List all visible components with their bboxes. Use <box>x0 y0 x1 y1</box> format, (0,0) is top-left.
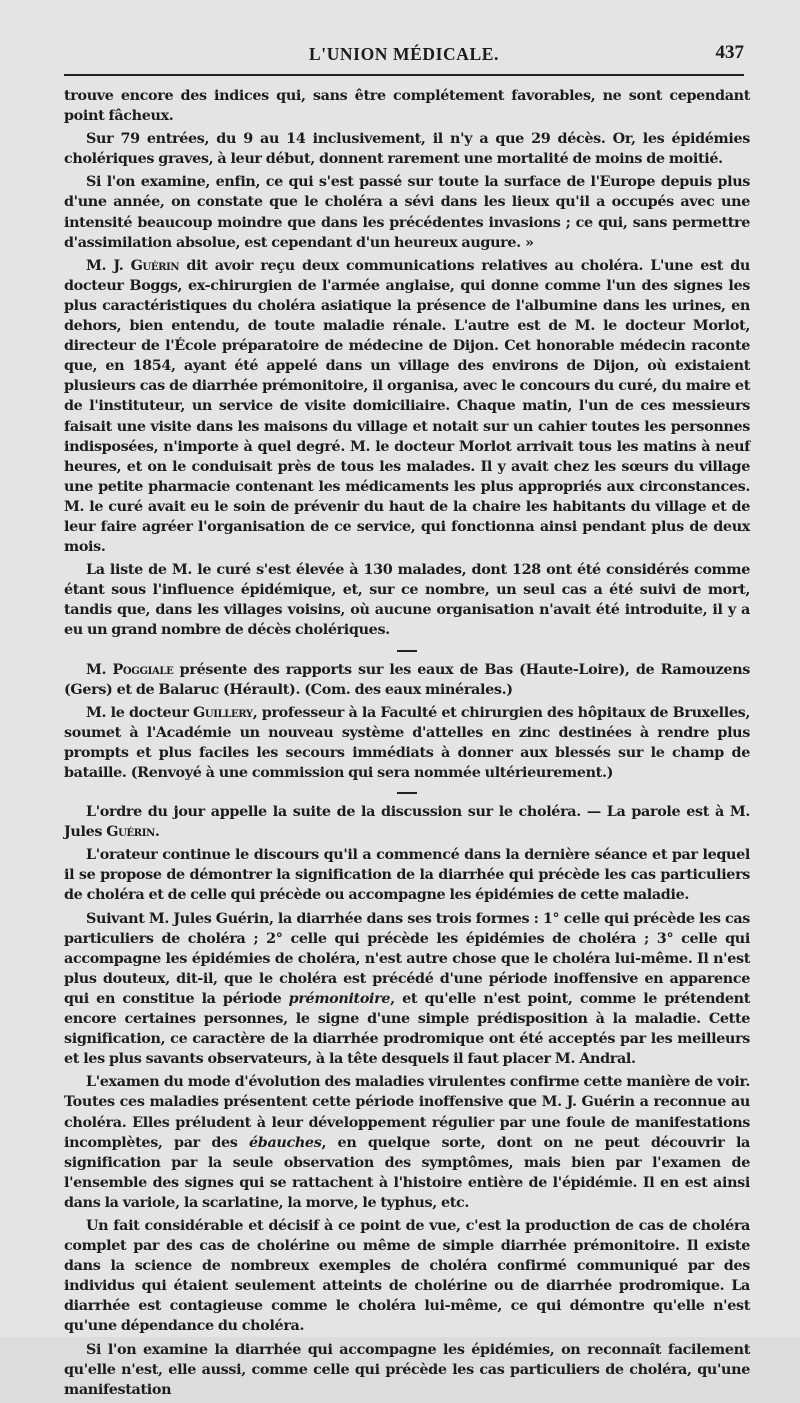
paragraph-text: L'examen du mode d'évolution des maladies virulentes confirme cette manière de voir. Toutes ces maladies présentent cette période inoffensive que M. J. Guérin a reconnue au choléra. Elles préludent à leur développement régulier par une foule de manifestations incomplètes, par des <box>64 1074 750 1151</box>
italic-term: ébauches <box>248 1134 322 1151</box>
section-separator <box>64 644 750 658</box>
page-header <box>64 40 744 76</box>
paragraph-virulent-diseases <box>64 1072 750 1213</box>
paragraph-orator: L'orateur continue le discours qu'il a commencé dans la dernière séance et par lequel il se propose de démontrer la signification de la diarrhée qui précède les cas particuliers de choléra et de celle qui précède ou accompagne les épidémies de cette maladie. <box>64 847 750 904</box>
speaker-name: Guillery <box>193 704 253 721</box>
paragraph-order-of-day <box>64 802 750 842</box>
paragraph-epidemic-diarrhea: Si l'on examine la diarrhée qui accompagne les épidémies, on reconnaît facilement qu'elle n'est, elle aussi, comme celle qui précède les cas particuliers de choléra, qu'une manifestation <box>64 1341 750 1398</box>
page-number: 437 <box>715 42 744 63</box>
paragraph-text: présente des rapports sur les eaux de Bas (Haute-Loire), de Ramouzens (Gers) et de Balaruc (Hérault). (Com. des eaux minérales.) <box>64 661 750 698</box>
paragraph-text: dit avoir reçu deux communications relatives au choléra. L'une est du docteur Boggs, ex-chirurgien de l'armée anglaise, qui donne comme l'un des signes les plus caractéristiques du choléra asiatique la présence de l'albumine dans les urines, en dehors, bien entendu, de toute maladie rénale. L'autre est de M. le docteur Morlot, directeur de l'École préparatoire de médecine de Dijon. Cet honorable médecin raconte que, en 1854, ayant été appelé dans un village des environs de Dijon, où existaient plusieurs cas de diarrhée prémonitoire, il organisa, avec le concours du curé, du maire et de l'instituteur, un service de visite domiciliaire. Chaque matin, l'un de ces messieurs faisait une visite dans les maisons du village et notait sur un cahier toutes les personnes indisposées, n'importe à quel degré. M. le docteur Morlot arrivait tous les matins à neuf heures, et on le conduisait près de tous les malades. Il y avait chez les sœurs du village une petite pharmacie contenant les médicaments les plus appropriés aux circonstances. M. le curé avait eu le soin de prévenir du haut de la chaire les habitants du village et de leur faire agréer l'organisation de ce service, qui fonctionna ainsi pendant plus de deux mois. <box>64 257 751 556</box>
paragraph-text: Suivant M. Jules Guérin, la diarrhée dans ses trois formes : 1° celle qui précède les cas particuliers de choléra ; 2° celle qui précède les épidémies de choléra ; 3° celle qui accompagne les épidémies de choléra, n'est autre chose que le choléra lui-même. Il n'est plus douteux, dit-il, que le choléra est précédé d'une période inoffensive en apparence qui en constitue la période <box>64 910 750 1007</box>
paragraph-text: L'ordre du jour appelle la suite de la discussion sur le choléra. — La parole est à M. Jules <box>64 804 750 841</box>
section-separator <box>64 786 750 800</box>
paragraph-guillery <box>64 703 750 783</box>
paragraph-cure-list: La liste de M. le curé s'est élevée à 130 malades, dont 128 ont été considérés comme étant sous l'influence épidémique, et, sur ce nombre, un seul cas a été suivi de mort, tandis que, dans les villages voisins, où aucune organisation n'avait été introduite, il y a eu un grand nombre de décès cholériques. <box>64 562 750 639</box>
paragraph-poggiale <box>64 660 750 700</box>
paragraph-decisive-fact: Un fait considérable et décisif à ce point de vue, c'est la production de cas de choléra complet par des cas de cholérine ou même de simple diarrhée prémonitoire. Il existe dans la science de nombreux exemples de choléra confirmé communiqué par des individus qui étaient seulement atteints de cholérine ou de diarrhée prodromique. La diarrhée est contagieuse comme le choléra lui-même, ce qui démontre qu'elle n'est qu'une dépendance du choléra. <box>64 1217 750 1335</box>
paragraph-mortality: Sur 79 entrées, du 9 au 14 inclusivement, il n'y a que 29 décès. Or, les épidémies cholériques graves, à leur début, donnent rarement une mortalité de moins de moitié. <box>64 131 750 168</box>
paragraph-continuation: trouve encore des indices qui, sans être complétement favorables, ne sont cependant point fâcheux. <box>64 88 750 125</box>
paragraph-end: . <box>154 824 160 841</box>
speaker-name: M. Poggiale <box>86 661 174 678</box>
paragraph-text: , professeur à la Faculté et chirurgien des hôpitaux de Bruxelles, soumet à l'Académie un nouveau système d'attelles en zinc destinées à rendre plus prompts et plus faciles les secours immédiats à donner aux blessés sur le champ de bataille. (Renvoyé à une commission qui sera nommée ultérieurement.) <box>64 704 750 781</box>
paragraph-prefix: M. le docteur <box>86 704 194 721</box>
article-body <box>64 86 750 1403</box>
running-title: L'UNION MÉDICALE. <box>308 44 500 64</box>
paragraph-text: , en quelque sorte, dont on ne peut découvrir la signification par la seule observation des symptômes, mais bien par l'examen de l'ensemble des signes qui se rattachent à l'histoire entière de l'épidémie. Il en est ainsi dans la variole, la scarlatine, la morve, le typhus, etc. <box>64 1134 750 1211</box>
speaker-name: Guérin <box>106 824 155 841</box>
speaker-name: M. J. Guérin <box>86 257 180 274</box>
paragraph-europe: Si l'on examine, enfin, ce qui s'est passé sur toute la surface de l'Europe depuis plus d'une année, on constate que le choléra a sévi dans les lieux qu'il a occupés avec une intensité beaucoup moindre que dans les précédentes invasions ; ce qui, sans permettre d'assimilation absolue, est cependant d'un heureux augure. » <box>64 174 750 251</box>
header-rule <box>64 74 744 76</box>
paragraph-text: , et qu'elle n'est point, comme le prétendent encore certaines personnes, le signe d'une simple prédisposition à la maladie. Cette signification, ce caractère de la diarrhée prodromique ont été acceptés par les meilleurs et les plus savants observateurs, à la tête desquels il faut placer M. Andral. <box>64 990 750 1068</box>
paragraph-three-forms <box>64 909 750 1070</box>
italic-term: prémonitoire <box>288 990 391 1007</box>
paragraph-guerin-communications <box>64 256 750 557</box>
